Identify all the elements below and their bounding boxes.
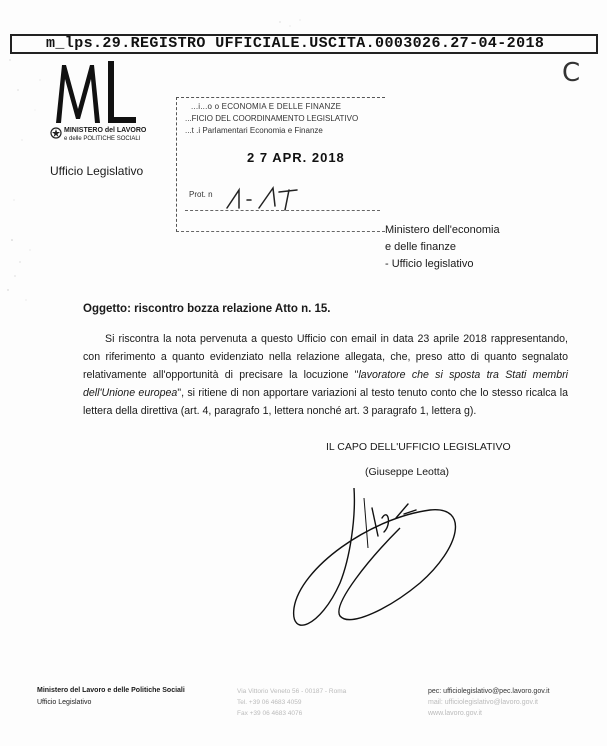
footer-right-line1: pec: ufficiolegislativo@pec.lavoro.gov.it bbox=[428, 688, 550, 695]
sender-office: Ufficio Legislativo bbox=[50, 164, 144, 178]
footer-address bbox=[237, 686, 346, 719]
footer-left-line1: Ministero del Lavoro e delle Politiche Sociali bbox=[37, 687, 185, 694]
footer-mid-line3: Fax +39 06 4683 4076 bbox=[237, 710, 303, 717]
body-italic-quote: lavoratore che si sposta tra Stati membri dell'Unione europea bbox=[83, 369, 568, 399]
footer-mid-line1: Via Vittorio Veneto 56 - 00187 - Roma bbox=[237, 688, 347, 695]
corner-mark: C bbox=[562, 58, 581, 88]
footer-sender bbox=[37, 685, 185, 709]
emblem-icon bbox=[50, 126, 62, 140]
signer-name: (Giuseppe Leotta) bbox=[365, 466, 450, 478]
stamp-line1: ...i...o o ECONOMIA E DELLE FINANZE bbox=[191, 102, 342, 111]
handwritten-number bbox=[217, 184, 327, 212]
ministry-name-line1: MINISTERO del LAVORO bbox=[64, 127, 147, 134]
subject-line: Oggetto: riscontro bozza relazione Atto n. 15. bbox=[83, 303, 331, 315]
letter-body bbox=[83, 330, 568, 420]
signer-title: IL CAPO DELL'UFFICIO LEGISLATIVO bbox=[326, 441, 511, 453]
footer-contacts bbox=[428, 686, 550, 719]
recipient-block bbox=[385, 222, 500, 273]
reception-stamp bbox=[176, 97, 385, 232]
stamp-date: 2 7 APR. 2018 bbox=[247, 150, 345, 165]
body-part1: Si riscontra la nota pervenuta a questo Ufficio con email in data 23 aprile 2018 rappresentando, con riferimento a quanto evidenziato nella relazione allegata, che, preso atto di quanto segnalato relativamente all'opportunità di precisare la locuzione " bbox=[83, 333, 568, 381]
recipient-line2: e delle finanze bbox=[385, 241, 456, 253]
stamp-line3: ...t .i Parlamentari Economia e Finanze bbox=[185, 126, 323, 135]
stamp-prot-label: Prot. n bbox=[189, 190, 213, 199]
recipient-line1: Ministero dell'economia bbox=[385, 224, 500, 236]
stamp-divider bbox=[185, 210, 380, 211]
stamp-line2: ...FICIO DEL COORDINAMENTO LEGISLATIVO bbox=[185, 114, 359, 123]
body-part2: ", si ritiene di non apportare variazioni al testo tenuto conto che lo stesso ricalca la lettera della direttiva (art. 4, paragrafo 1, lettera nonché art. 3 paragrafo 1, lettera g). bbox=[83, 387, 569, 417]
footer-mid-line2: Tel. +39 06 4683 4059 bbox=[237, 699, 302, 706]
recipient-line3: - Ufficio legislativo bbox=[385, 258, 474, 270]
protocol-header: m_lps.29.REGISTRO UFFICIALE.USCITA.0003026.27-04-2018 bbox=[10, 34, 598, 54]
footer-right-line3: www.lavoro.gov.it bbox=[428, 710, 482, 717]
handwritten-signature bbox=[280, 488, 480, 638]
ministry-name-line2: e delle POLITICHE SOCIALI bbox=[64, 136, 141, 142]
footer-left-line2: Ufficio Legislativo bbox=[37, 699, 92, 706]
ministry-name bbox=[64, 127, 146, 143]
ministry-logo bbox=[52, 57, 140, 127]
footer-right-line2: mail: ufficiolegislativo@lavoro.gov.it bbox=[428, 699, 538, 706]
